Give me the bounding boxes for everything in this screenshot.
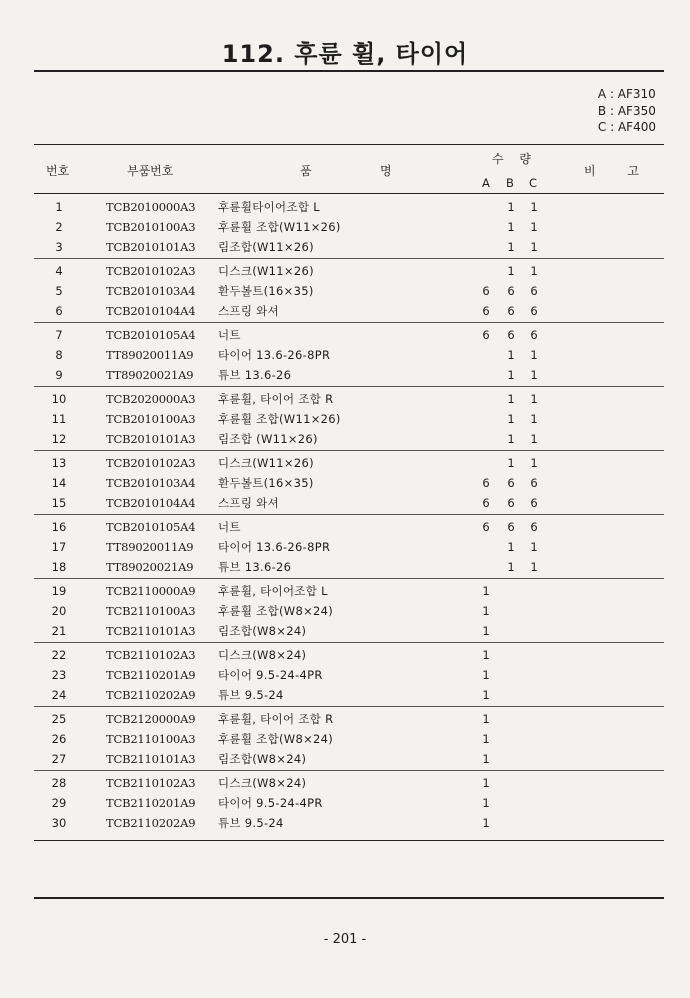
header-name-1: 품 xyxy=(300,164,312,178)
qty-c: 1 xyxy=(530,412,538,426)
part-number-index: 23 xyxy=(51,668,67,682)
part-name: 튜브 9.5-24 xyxy=(218,688,284,702)
part-code: TCB2010104A4 xyxy=(106,496,196,510)
table-row xyxy=(34,493,664,513)
part-number-index: 13 xyxy=(51,456,67,470)
qty-b: 1 xyxy=(507,560,515,574)
qty-b: 1 xyxy=(507,200,515,214)
qty-a: 6 xyxy=(482,520,490,534)
part-name: 디스크(W11×26) xyxy=(218,456,314,470)
part-number-index: 14 xyxy=(51,476,67,490)
part-name: 림조합 (W11×26) xyxy=(218,432,318,446)
part-number-index: 9 xyxy=(55,368,63,382)
part-number-index: 21 xyxy=(51,624,67,638)
table-row xyxy=(34,601,664,621)
part-number-index: 4 xyxy=(55,264,63,278)
part-name: 디스크(W8×24) xyxy=(218,776,307,790)
part-name: 타이어 9.5-24-4PR xyxy=(218,796,323,810)
part-name: 환두볼트(16×35) xyxy=(218,284,314,298)
part-code: TT89020021A9 xyxy=(106,368,194,382)
group-separator xyxy=(34,770,664,771)
part-number-index: 15 xyxy=(51,496,67,510)
part-number-index: 16 xyxy=(51,520,67,534)
part-number-index: 5 xyxy=(55,284,63,298)
table-row xyxy=(34,345,664,365)
qty-b: 1 xyxy=(507,412,515,426)
header-bottom-rule xyxy=(34,193,664,194)
header-part-no: 부품번호 xyxy=(127,164,174,178)
part-name: 후륜휠, 타이어조합 L xyxy=(218,584,328,598)
part-number-index: 19 xyxy=(51,584,67,598)
qty-a: 1 xyxy=(482,752,490,766)
part-code: TCB2010102A3 xyxy=(106,456,196,470)
part-code: TCB2010104A4 xyxy=(106,304,196,318)
table-bottom-rule xyxy=(34,840,664,841)
qty-c: 1 xyxy=(530,540,538,554)
table-row xyxy=(34,473,664,493)
part-number-index: 30 xyxy=(51,816,67,830)
header-remark: 비 고 xyxy=(584,164,653,178)
table-row xyxy=(34,237,664,257)
qty-c: 6 xyxy=(530,284,538,298)
group-separator xyxy=(34,706,664,707)
part-number-index: 28 xyxy=(51,776,67,790)
group-separator xyxy=(34,258,664,259)
qty-b: 1 xyxy=(507,348,515,362)
part-code: TCB2110000A9 xyxy=(106,584,196,598)
part-code: TCB2110100A3 xyxy=(106,732,196,746)
qty-c: 6 xyxy=(530,304,538,318)
qty-c: 6 xyxy=(530,520,538,534)
part-name: 타이어 13.6-26-8PR xyxy=(218,540,331,554)
qty-c: 1 xyxy=(530,456,538,470)
part-code: TCB2110202A9 xyxy=(106,816,196,830)
part-code: TCB2110102A3 xyxy=(106,648,196,662)
part-name: 튜브 9.5-24 xyxy=(218,816,284,830)
table-row xyxy=(34,685,664,705)
part-name: 림조합(W8×24) xyxy=(218,624,307,638)
table-row xyxy=(34,261,664,281)
header-no: 번호 xyxy=(46,164,70,178)
part-code: TCB2110101A3 xyxy=(106,752,196,766)
part-name: 림조합(W11×26) xyxy=(218,240,314,254)
part-number-index: 18 xyxy=(51,560,67,574)
table-row xyxy=(34,281,664,301)
part-code: TCB2010105A4 xyxy=(106,328,196,342)
qty-b: 1 xyxy=(507,392,515,406)
qty-a: 1 xyxy=(482,688,490,702)
table-row xyxy=(34,301,664,321)
part-name: 후륜휠타이어조합 L xyxy=(218,200,320,214)
table-row xyxy=(34,197,664,217)
qty-a: 6 xyxy=(482,304,490,318)
header-qty-b: B xyxy=(506,176,514,190)
part-number-index: 1 xyxy=(55,200,63,214)
part-name: 튜브 13.6-26 xyxy=(218,560,292,574)
qty-c: 6 xyxy=(530,476,538,490)
table-row xyxy=(34,557,664,577)
table-row xyxy=(34,365,664,385)
table-row xyxy=(34,813,664,833)
qty-a: 1 xyxy=(482,648,490,662)
part-name: 환두볼트(16×35) xyxy=(218,476,314,490)
group-separator xyxy=(34,514,664,515)
page-title: 112. 후륜 휠, 타이어 xyxy=(221,40,469,68)
qty-a: 1 xyxy=(482,604,490,618)
part-code: TCB2010103A4 xyxy=(106,476,196,490)
part-code: TCB2010100A3 xyxy=(106,412,196,426)
qty-b: 6 xyxy=(507,328,515,342)
part-name: 후륜휠 조합(W11×26) xyxy=(218,412,341,426)
part-name: 후륜휠 조합(W11×26) xyxy=(218,220,341,234)
qty-a: 6 xyxy=(482,476,490,490)
qty-c: 1 xyxy=(530,220,538,234)
table-row xyxy=(34,621,664,641)
model-legend-a: A : AF310 xyxy=(597,87,656,101)
group-separator xyxy=(34,450,664,451)
part-number-index: 7 xyxy=(55,328,63,342)
part-name: 튜브 13.6-26 xyxy=(218,368,292,382)
table-top-rule xyxy=(34,144,664,145)
header-qty-c: C xyxy=(529,176,538,190)
part-code: TT89020011A9 xyxy=(106,348,194,362)
part-code: TCB2020000A3 xyxy=(106,392,196,406)
part-number-index: 3 xyxy=(55,240,63,254)
model-legend-c: C : AF400 xyxy=(597,120,656,134)
qty-a: 6 xyxy=(482,496,490,510)
part-code: TT89020011A9 xyxy=(106,540,194,554)
table-row xyxy=(34,409,664,429)
part-code: TCB2010101A3 xyxy=(106,432,196,446)
model-legend xyxy=(598,86,656,136)
part-number-index: 24 xyxy=(51,688,67,702)
qty-b: 6 xyxy=(507,284,515,298)
part-name: 후륜휠, 타이어 조합 R xyxy=(218,392,334,406)
part-number-index: 8 xyxy=(55,348,63,362)
part-code: TCB2110201A9 xyxy=(106,796,196,810)
part-number-index: 17 xyxy=(51,540,67,554)
part-code: TCB2010100A3 xyxy=(106,220,196,234)
qty-c: 1 xyxy=(530,348,538,362)
part-number-index: 2 xyxy=(55,220,63,234)
qty-c: 1 xyxy=(530,200,538,214)
qty-b: 1 xyxy=(507,432,515,446)
part-code: TCB2010103A4 xyxy=(106,284,196,298)
part-name: 디스크(W11×26) xyxy=(218,264,314,278)
qty-c: 6 xyxy=(530,496,538,510)
part-number-index: 27 xyxy=(51,752,67,766)
qty-c: 1 xyxy=(530,368,538,382)
qty-b: 1 xyxy=(507,540,515,554)
part-name: 림조합(W8×24) xyxy=(218,752,307,766)
model-legend-b: B : AF350 xyxy=(597,103,656,118)
part-code: TCB2110101A3 xyxy=(106,624,196,638)
table-row xyxy=(34,389,664,409)
table-row xyxy=(34,453,664,473)
table-row xyxy=(34,665,664,685)
group-separator xyxy=(34,642,664,643)
qty-b: 1 xyxy=(507,220,515,234)
part-name: 타이어 9.5-24-4PR xyxy=(218,668,323,682)
qty-b: 6 xyxy=(507,304,515,318)
part-name: 후륜휠, 타이어 조합 R xyxy=(218,712,334,726)
table-row xyxy=(34,537,664,557)
table-row xyxy=(34,429,664,449)
qty-b: 6 xyxy=(507,520,515,534)
part-number-index: 22 xyxy=(51,648,67,662)
qty-a: 1 xyxy=(482,776,490,790)
part-code: TCB2110102A3 xyxy=(106,776,196,790)
qty-c: 1 xyxy=(530,264,538,278)
table-row xyxy=(34,645,664,665)
part-number-index: 11 xyxy=(51,412,67,426)
part-number-index: 25 xyxy=(51,712,67,726)
table-row xyxy=(34,517,664,537)
qty-c: 1 xyxy=(530,432,538,446)
title-underline xyxy=(34,70,664,72)
qty-a: 6 xyxy=(482,284,490,298)
part-name: 후륜휠 조합(W8×24) xyxy=(218,604,334,618)
part-number-index: 6 xyxy=(55,304,63,318)
part-code: TCB2110201A9 xyxy=(106,668,196,682)
part-code: TCB2010102A3 xyxy=(106,264,196,278)
table-row xyxy=(34,793,664,813)
part-code: TCB2010105A4 xyxy=(106,520,196,534)
qty-a: 1 xyxy=(482,816,490,830)
part-code: TCB2010101A3 xyxy=(106,240,196,254)
qty-b: 6 xyxy=(507,476,515,490)
part-name: 디스크(W8×24) xyxy=(218,648,307,662)
part-number-index: 26 xyxy=(51,732,67,746)
qty-a: 1 xyxy=(482,624,490,638)
part-number-index: 12 xyxy=(51,432,67,446)
part-name: 후륜휠 조합(W8×24) xyxy=(218,732,334,746)
qty-b: 6 xyxy=(507,496,515,510)
part-name: 너트 xyxy=(218,328,241,342)
group-separator xyxy=(34,386,664,387)
qty-b: 1 xyxy=(507,240,515,254)
part-name: 너트 xyxy=(218,520,241,534)
qty-a: 1 xyxy=(482,732,490,746)
page-number: - 201 - xyxy=(323,932,367,947)
part-code: TCB2110100A3 xyxy=(106,604,196,618)
group-separator xyxy=(34,322,664,323)
qty-b: 1 xyxy=(507,456,515,470)
qty-a: 1 xyxy=(482,712,490,726)
part-code: TCB2010000A3 xyxy=(106,200,196,214)
table-row xyxy=(34,325,664,345)
header-name-2: 명 xyxy=(380,164,392,178)
qty-b: 1 xyxy=(507,264,515,278)
qty-c: 1 xyxy=(530,560,538,574)
part-name: 스프링 와셔 xyxy=(218,304,279,318)
footer-rule xyxy=(34,897,664,899)
part-code: TCB2120000A9 xyxy=(106,712,196,726)
table-row xyxy=(34,709,664,729)
part-code: TCB2110202A9 xyxy=(106,688,196,702)
table-row xyxy=(34,773,664,793)
table-row xyxy=(34,581,664,601)
header-qty: 수 량 xyxy=(492,152,537,166)
part-name: 타이어 13.6-26-8PR xyxy=(218,348,331,362)
qty-a: 1 xyxy=(482,796,490,810)
group-separator xyxy=(34,578,664,579)
part-code: TT89020021A9 xyxy=(106,560,194,574)
qty-c: 1 xyxy=(530,240,538,254)
qty-c: 6 xyxy=(530,328,538,342)
qty-b: 1 xyxy=(507,368,515,382)
table-row xyxy=(34,729,664,749)
header-qty-a: A xyxy=(482,176,490,190)
part-number-index: 10 xyxy=(51,392,67,406)
qty-a: 1 xyxy=(482,584,490,598)
part-number-index: 29 xyxy=(51,796,67,810)
qty-a: 1 xyxy=(482,668,490,682)
part-number-index: 20 xyxy=(51,604,67,618)
table-row xyxy=(34,749,664,769)
part-name: 스프링 와셔 xyxy=(218,496,279,510)
table-row xyxy=(34,217,664,237)
qty-c: 1 xyxy=(530,392,538,406)
qty-a: 6 xyxy=(482,328,490,342)
